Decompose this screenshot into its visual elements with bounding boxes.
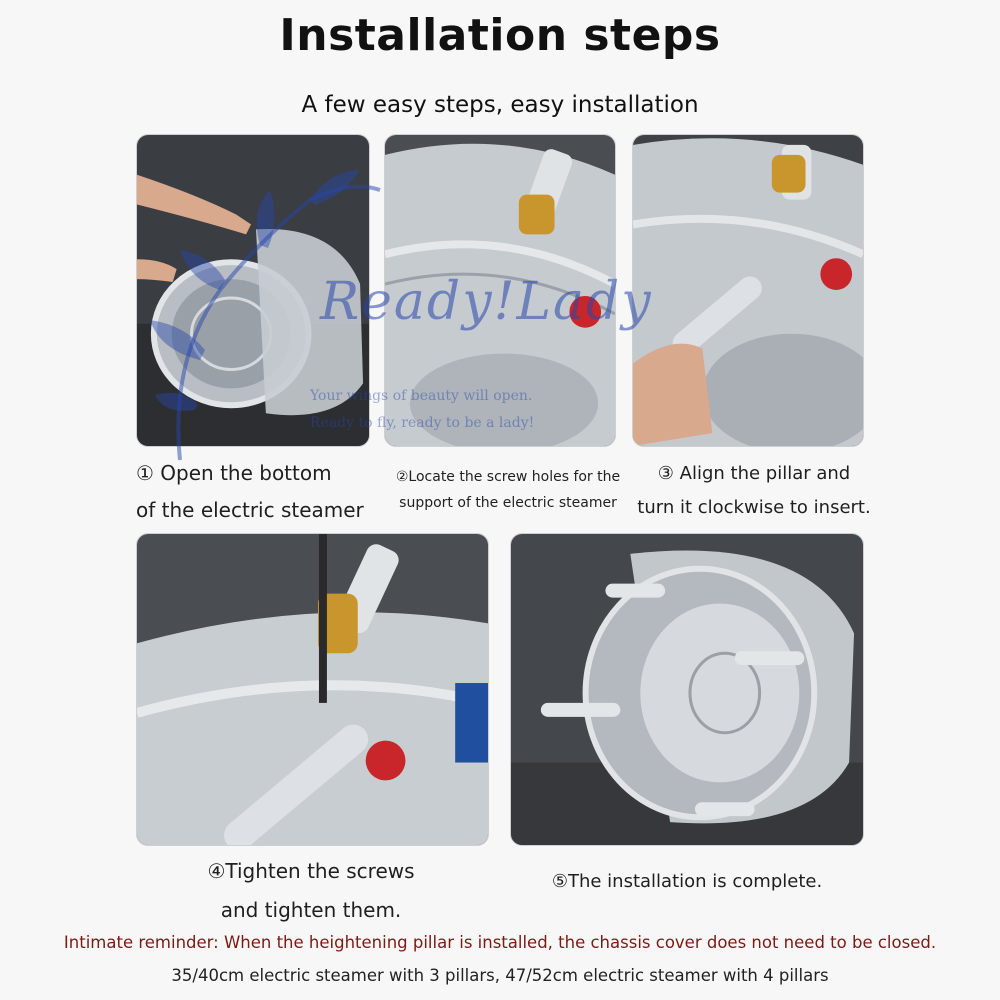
step-2-photo	[384, 134, 616, 447]
watermark-slogan-2: Ready to fly, ready to be a lady!	[310, 415, 535, 431]
step-4-caption-line-1: ④Tighten the screws	[207, 859, 415, 883]
step-5-photo	[510, 533, 864, 846]
step-4-photo	[136, 533, 489, 846]
watermark-slogan-1: Your wings of beauty will open.	[310, 388, 533, 404]
step-2-caption	[388, 465, 628, 517]
step-1-caption	[136, 455, 386, 529]
step-4-caption-line-2: and tighten them.	[220, 898, 402, 922]
step-2-caption-line-2: support of the electric steamer	[399, 494, 617, 511]
step-1-photo	[136, 134, 370, 447]
step-1-caption-line-1: ① Open the bottom	[136, 461, 332, 485]
step-2-caption-line-1: ②Locate the screw holes for the	[395, 469, 621, 485]
step-5-caption	[512, 868, 862, 896]
step-5-caption-line-1: ⑤The installation is complete.	[551, 871, 823, 892]
step-3-caption	[634, 457, 874, 525]
page-title: Installation steps	[279, 10, 721, 61]
step-4-caption	[136, 852, 486, 930]
step-3-caption-line-1: ③ Align the pillar and	[657, 463, 851, 484]
reminder-note: Intimate reminder: When the heightening pillar is installed, the chassis cover does not need to be closed.	[63, 933, 937, 952]
step-3-caption-line-2: turn it clockwise to insert.	[637, 497, 871, 519]
step-3-photo	[632, 134, 864, 447]
page-subtitle: A few easy steps, easy installation	[301, 92, 699, 118]
watermark-logo: Ready!Lady	[320, 272, 653, 332]
pillars-note: 35/40cm electric steamer with 3 pillars, 47/52cm electric steamer with 4 pillars	[171, 966, 829, 985]
step-1-caption-line-2: of the electric steamer	[136, 498, 364, 522]
